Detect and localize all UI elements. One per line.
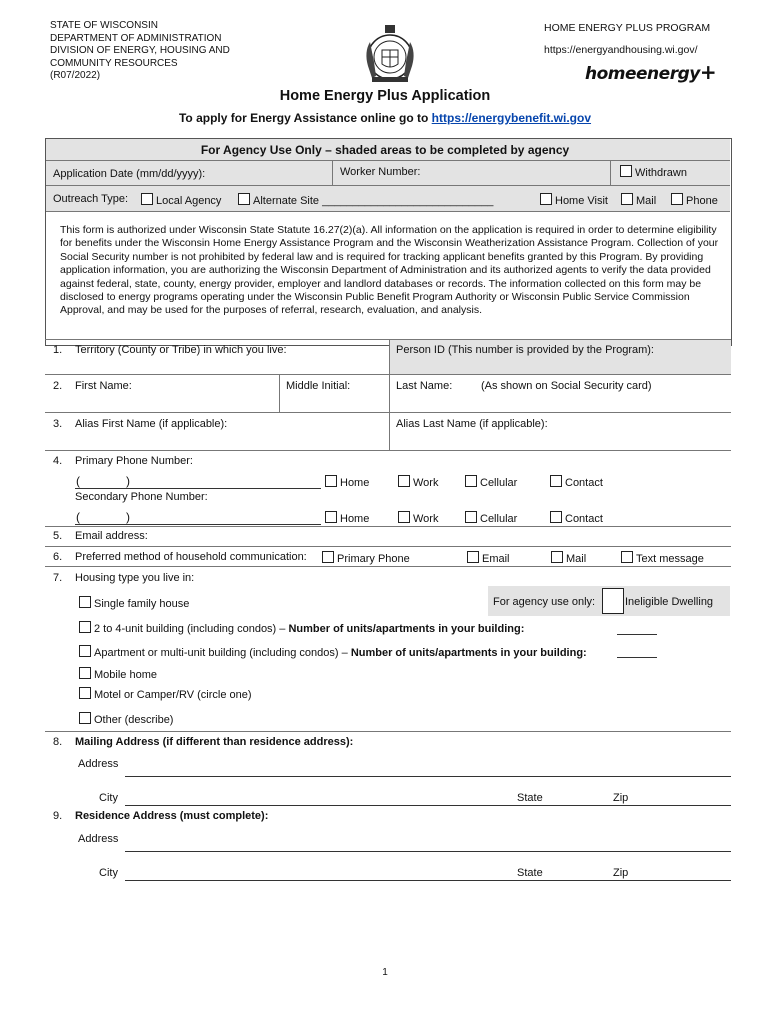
withdrawn-option[interactable] (620, 165, 687, 179)
checkbox[interactable] (322, 551, 334, 563)
email-label: Email address: (75, 530, 148, 542)
mailing-city-state-zip-field[interactable] (125, 805, 731, 806)
secondary-phone-label: Secondary Phone Number: (75, 491, 208, 503)
logo-plus-icon: + (699, 60, 717, 84)
agency-line: DEPARTMENT OF ADMINISTRATION (50, 32, 222, 44)
work-label: Work (413, 513, 439, 525)
divider (332, 160, 333, 185)
page-title: Home Energy Plus Application (279, 88, 491, 104)
mail-checkbox[interactable] (621, 193, 633, 205)
checkbox[interactable] (621, 551, 633, 563)
divider (46, 211, 730, 212)
question-number: 4. (53, 455, 63, 467)
divider (46, 160, 730, 161)
checkbox[interactable] (551, 551, 563, 563)
cellular-label: Cellular (480, 513, 518, 525)
local-agency-checkbox[interactable] (141, 193, 153, 205)
last-name-label: Last Name: (396, 380, 453, 392)
phone-checkbox[interactable] (671, 193, 683, 205)
secondary-work-option[interactable] (398, 511, 438, 525)
agency-heading: For Agency Use Only – shaded areas to be completed by agency (200, 143, 570, 157)
home-energy-logo (585, 60, 716, 84)
comm-primary-phone-option[interactable] (322, 551, 410, 565)
checkbox[interactable] (398, 511, 410, 523)
primary-phone-area-open: ( (76, 474, 80, 488)
multi-unit-option[interactable] (79, 645, 587, 659)
checkbox[interactable] (79, 645, 91, 657)
two-four-label: 2 to 4-unit building (including condos) – (94, 623, 289, 635)
question-number: 2. (53, 380, 63, 392)
page-number: 1 (382, 967, 388, 978)
divider (389, 339, 390, 413)
question-number: 9. (53, 810, 63, 822)
mailing-city-label: City (99, 792, 118, 804)
territory-label: Territory (County or Tribe) in which you live: (75, 344, 287, 356)
secondary-phone-area-close: ) (126, 510, 130, 524)
checkbox[interactable] (398, 475, 410, 487)
mailing-address-field[interactable] (125, 776, 731, 777)
secondary-contact-option[interactable] (550, 511, 603, 525)
checkbox[interactable] (79, 687, 91, 699)
contact-label: Contact (565, 477, 603, 489)
program-name: HOME ENERGY PLUS PROGRAM (544, 22, 711, 34)
wisconsin-seal-icon (360, 22, 420, 84)
form-revision: (R07/2022) (50, 70, 101, 81)
home-label: Home (340, 513, 370, 525)
agency-line: COMMUNITY RESOURCES (50, 57, 178, 69)
question-number: 7. (53, 572, 63, 584)
motel-camper-option[interactable] (79, 687, 252, 701)
phone-outreach-option[interactable] (671, 193, 718, 207)
residence-city-state-zip-field[interactable] (125, 880, 731, 881)
alias-first-label: Alias First Name (if applicable): (75, 418, 228, 430)
multi-unit-label: Apartment or multi-unit building (including condos) – (94, 647, 351, 659)
checkbox[interactable] (465, 475, 477, 487)
divider (45, 412, 731, 413)
mail-option-label: Mail (566, 553, 587, 565)
residence-address-label: Address (78, 833, 119, 845)
primary-cellular-option[interactable] (465, 475, 517, 489)
divider (279, 374, 280, 413)
comm-email-option[interactable] (467, 551, 510, 565)
withdrawn-checkbox[interactable] (620, 165, 632, 177)
comm-text-option[interactable] (621, 551, 704, 565)
middle-initial-label: Middle Initial: (286, 380, 351, 392)
motel-camper-label: Motel or Camper/RV (circle one) (94, 689, 252, 701)
checkbox[interactable] (79, 596, 91, 608)
primary-contact-option[interactable] (550, 475, 603, 489)
mailing-state-label: State (517, 792, 543, 804)
primary-phone-area-close: ) (126, 474, 130, 488)
text-option-label: Text message (636, 553, 704, 565)
last-name-note: (As shown on Social Security card) (481, 380, 652, 392)
worker-number-label: Worker Number: (340, 166, 421, 178)
contact-label: Contact (565, 513, 603, 525)
residence-zip-label: Zip (613, 867, 629, 879)
logo-text: homeenergy (585, 64, 700, 84)
checkbox[interactable] (79, 621, 91, 633)
mobile-home-option[interactable] (79, 667, 157, 681)
mail-label: Mail (636, 195, 657, 207)
checkbox[interactable] (79, 712, 91, 724)
local-agency-option[interactable] (141, 193, 221, 207)
two-four-units-field[interactable] (617, 634, 657, 635)
single-family-option[interactable] (79, 596, 189, 610)
divider (45, 566, 731, 567)
divider (45, 374, 731, 375)
primary-phone-label: Primary Phone (337, 553, 410, 565)
secondary-phone-area-open: ( (76, 510, 80, 524)
primary-work-option[interactable] (398, 475, 438, 489)
authorization-statement: This form is authorized under Wisconsin State Statute 16.27(2)(a). All information on the application is required in order to determine eligibility for benefits under the Wisconsin Home Energy Assistance Program and the Wisconsin Weatherization Assistance Program. Collection of your Social Security number is not prohibited by federal law and is required for tracking applicant benefits granted by this Program. By providing application information, you are authorizing the Wisconsin Department of Administration and its authorized agents to verify the data provided against federal, state, county, energy provider, employer and landlord databases or records. The information collected on this form may be disclosed to energy programs operating under the Wisconsin Public Benefit Program Authority or Wisconsin Public Service Commission Approval, and may be used for the purposes of referral, research, evaluation, and analysis. (60, 224, 719, 317)
home-visit-option[interactable] (540, 193, 608, 207)
agency-use-only-label: For agency use only: (493, 596, 596, 608)
outreach-type-label: Outreach Type: (53, 193, 129, 205)
home-label: Home (340, 477, 370, 489)
cellular-label: Cellular (480, 477, 518, 489)
agency-line: STATE OF WISCONSIN (50, 20, 158, 31)
checkbox[interactable] (465, 511, 477, 523)
subtitle (0, 111, 770, 125)
multi-unit-units-field[interactable] (617, 657, 657, 658)
question-number: 6. (53, 551, 63, 563)
primary-home-option[interactable] (325, 475, 369, 489)
question-number: 1. (53, 344, 63, 356)
units-question-label: Number of units/apartments in your building: (288, 623, 525, 635)
alternate-site-label: Alternate Site (253, 195, 320, 207)
two-four-unit-option[interactable] (79, 621, 524, 635)
question-number: 3. (53, 418, 63, 430)
alternate-site-checkbox[interactable] (238, 193, 250, 205)
local-agency-label: Local Agency (156, 195, 222, 207)
mobile-home-label: Mobile home (94, 669, 157, 681)
other-housing-label: Other (describe) (94, 714, 174, 726)
agency-line: DIVISION OF ENERGY, HOUSING AND (50, 45, 230, 56)
housing-type-label: Housing type you live in: (75, 572, 195, 584)
checkbox[interactable] (550, 511, 562, 523)
program-url: https://energyandhousing.wi.gov/ (544, 44, 698, 56)
subtitle-text: To apply for Energy Assistance online go to (178, 111, 432, 125)
ineligible-dwelling-label: Ineligible Dwelling (625, 596, 714, 608)
question-number: 8. (53, 736, 63, 748)
checkbox[interactable] (467, 551, 479, 563)
divider (45, 546, 731, 547)
checkbox[interactable] (325, 475, 337, 487)
checkbox[interactable] (79, 667, 91, 679)
alternate-site-field[interactable]: ____________________________ (322, 195, 494, 207)
divider (389, 412, 390, 450)
mailing-address-label: Address (78, 758, 119, 770)
withdrawn-label: Withdrawn (635, 167, 687, 179)
residence-city-label: City (99, 867, 118, 879)
secondary-phone-field[interactable] (75, 524, 321, 525)
secondary-home-option[interactable] (325, 511, 369, 525)
application-date-label: Application Date (mm/dd/yyyy): (53, 168, 206, 180)
mail-outreach-option[interactable] (621, 193, 656, 207)
primary-phone-field[interactable] (75, 488, 321, 489)
other-housing-option[interactable] (79, 712, 173, 726)
ineligible-checkbox[interactable] (602, 588, 624, 614)
phone-label: Phone (686, 195, 718, 207)
mailing-zip-label: Zip (613, 792, 629, 804)
divider (45, 526, 731, 527)
home-visit-checkbox[interactable] (540, 193, 552, 205)
mailing-address-heading: Mailing Address (if different than residence address): (75, 736, 354, 748)
single-family-label: Single family house (94, 598, 190, 610)
checkbox[interactable] (325, 511, 337, 523)
home-visit-label: Home Visit (555, 195, 608, 207)
work-label: Work (413, 477, 439, 489)
checkbox[interactable] (550, 475, 562, 487)
primary-phone-label: Primary Phone Number: (75, 455, 193, 467)
first-name-label: First Name: (75, 380, 132, 392)
divider (45, 450, 731, 451)
alias-last-label: Alias Last Name (if applicable): (396, 418, 548, 430)
divider (46, 185, 730, 186)
divider (45, 731, 731, 732)
communication-label: Preferred method of household communication: (75, 551, 307, 563)
question-number: 5. (53, 530, 63, 542)
residence-address-field[interactable] (125, 851, 731, 852)
secondary-cellular-option[interactable] (465, 511, 517, 525)
comm-mail-option[interactable] (551, 551, 586, 565)
apply-online-link[interactable]: https://energybenefit.wi.gov (431, 111, 592, 125)
person-id-label: Person ID (This number is provided by the Program): (396, 344, 654, 356)
alternate-site-option[interactable] (238, 193, 493, 207)
units-question-label: Number of units/apartments in your building: (350, 647, 587, 659)
residence-state-label: State (517, 867, 543, 879)
divider (610, 160, 611, 185)
agency-header (50, 20, 230, 83)
residence-address-heading: Residence Address (must complete): (75, 810, 269, 822)
email-option-label: Email (482, 553, 510, 565)
